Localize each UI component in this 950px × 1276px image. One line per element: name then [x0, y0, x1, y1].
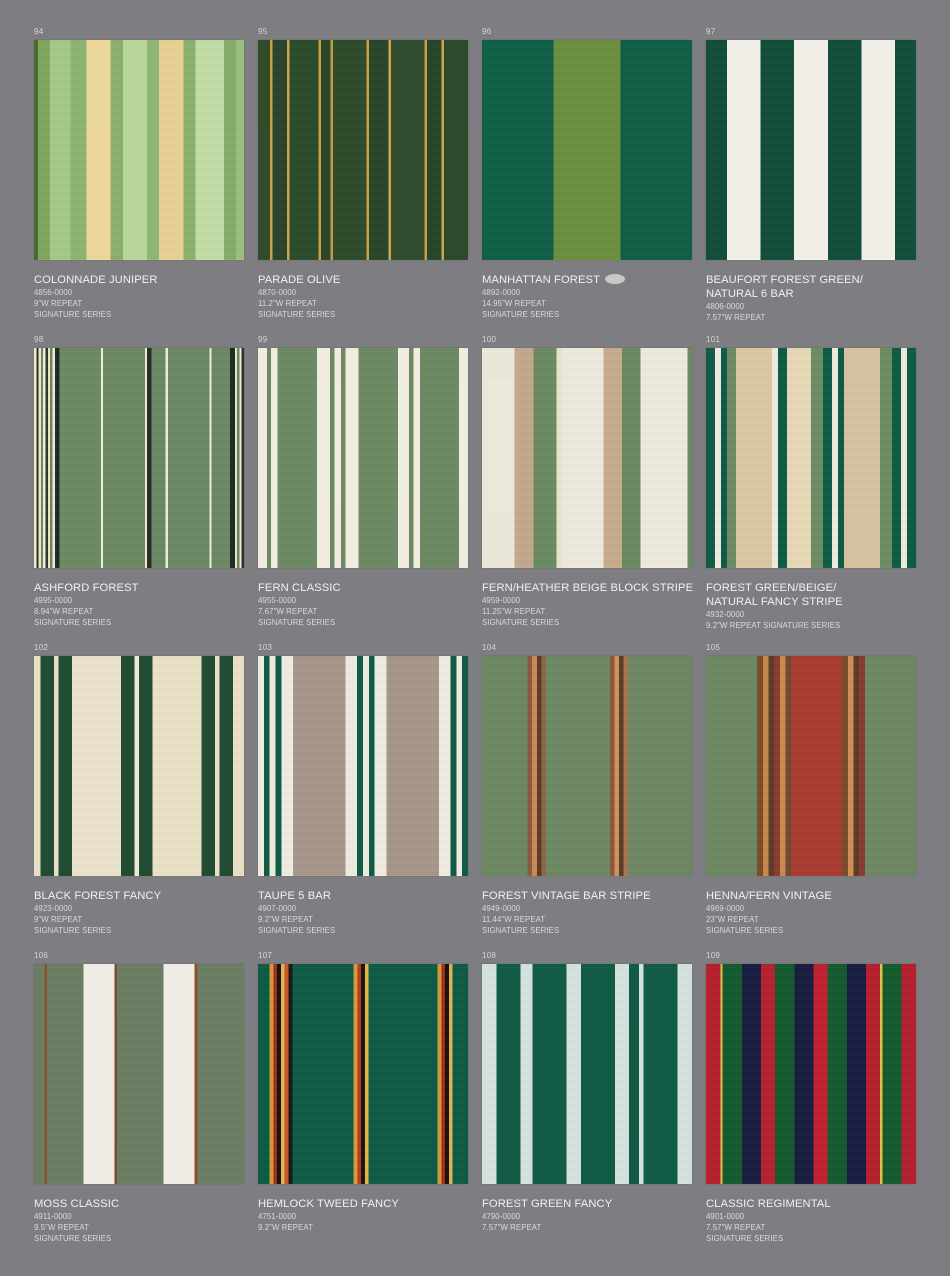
swatch-number: 106	[34, 951, 49, 960]
fabric-code: 4949-0000	[482, 904, 521, 913]
swatch-details	[34, 1197, 246, 1244]
swatch-card[interactable]	[706, 951, 918, 1251]
swatch-details	[34, 581, 246, 628]
fabric-swatch-image[interactable]	[706, 348, 916, 568]
swatch-number: 108	[482, 951, 497, 960]
swatch-details	[482, 581, 694, 628]
fabric-name: MOSS CLASSIC	[34, 1198, 120, 1210]
series-label: SIGNATURE SERIES	[258, 618, 336, 627]
swatch-details	[482, 889, 694, 936]
fabric-name: MANHATTAN FOREST	[482, 274, 601, 286]
fabric-name: PARADE OLIVE	[258, 274, 341, 286]
repeat-size: 9.2"W REPEAT	[258, 915, 313, 924]
swatch-name-row	[706, 581, 918, 609]
fabric-code: 4959-0000	[482, 596, 521, 605]
swatch-card[interactable]	[482, 643, 694, 943]
swatch-details	[258, 1197, 470, 1233]
fabric-swatch-image[interactable]	[482, 40, 692, 260]
repeat-size: 7.57"W REPEAT	[706, 1223, 766, 1232]
fabric-name: FERN/HEATHER BEIGE BLOCK STRIPE	[482, 582, 694, 594]
fabric-code: 4751-0000	[258, 1212, 297, 1221]
fabric-swatch-image[interactable]	[34, 348, 244, 568]
swatch-name-row	[34, 1197, 246, 1211]
fabric-name: FOREST GREEN FANCY	[482, 1198, 613, 1210]
fabric-name: FOREST VINTAGE BAR STRIPE	[482, 890, 651, 902]
swatch-number: 100	[482, 335, 497, 344]
repeat-size: 9.2"W REPEAT	[258, 1223, 313, 1232]
swatch-name-row	[34, 889, 246, 903]
fabric-name: TAUPE 5 BAR	[258, 890, 332, 902]
swatch-number: 107	[258, 951, 273, 960]
repeat-size: 9.2"W REPEAT SIGNATURE SERIES	[706, 621, 841, 630]
swatch-details	[706, 273, 918, 323]
swatch-name-row	[706, 889, 918, 903]
series-label: SIGNATURE SERIES	[34, 1234, 112, 1243]
swatch-details	[258, 273, 470, 320]
repeat-size: 7.67"W REPEAT	[258, 607, 318, 616]
swatch-card[interactable]	[34, 335, 246, 635]
swatch-card[interactable]	[34, 951, 246, 1251]
series-label: SIGNATURE SERIES	[34, 618, 112, 627]
swatch-details	[34, 889, 246, 936]
series-label: SIGNATURE SERIES	[706, 1234, 784, 1243]
swatch-details	[482, 273, 694, 320]
swatch-number: 101	[706, 335, 721, 344]
series-label: SIGNATURE SERIES	[706, 926, 784, 935]
swatch-card[interactable]	[258, 951, 470, 1251]
fabric-swatch-image[interactable]	[258, 964, 468, 1184]
fabric-code: 4932-0000	[706, 610, 745, 619]
series-label: SIGNATURE SERIES	[482, 310, 560, 319]
series-label: SIGNATURE SERIES	[34, 310, 112, 319]
swatch-number: 109	[706, 951, 721, 960]
fabric-code: 4892-0000	[482, 288, 521, 297]
swatch-name-row	[706, 1197, 918, 1211]
fabric-swatch-image[interactable]	[706, 964, 916, 1184]
fabric-swatch-image[interactable]	[34, 964, 244, 1184]
swatch-card[interactable]	[482, 27, 694, 327]
repeat-size: 14.95"W REPEAT	[482, 299, 546, 308]
swatch-details	[706, 1197, 918, 1244]
fabric-code: 4870-0000	[258, 288, 297, 297]
new-seal-icon	[605, 274, 625, 284]
swatch-details	[258, 889, 470, 936]
swatch-number: 96	[482, 27, 492, 36]
repeat-size: 9.5"W REPEAT	[34, 1223, 89, 1232]
fabric-name: ASHFORD FOREST	[34, 582, 139, 594]
fabric-code: 4901-0000	[706, 1212, 745, 1221]
series-label: SIGNATURE SERIES	[258, 310, 336, 319]
repeat-size: 9"W REPEAT	[34, 299, 83, 308]
swatch-number: 98	[34, 335, 44, 344]
fabric-name: BEAUFORT FOREST GREEN/ NATURAL 6 BAR	[706, 274, 863, 300]
swatch-card[interactable]	[706, 643, 918, 943]
fabric-swatch-image[interactable]	[34, 656, 244, 876]
swatch-number: 99	[258, 335, 268, 344]
fabric-name: FERN CLASSIC	[258, 582, 341, 594]
swatch-name-row	[34, 581, 246, 595]
fabric-code: 4911-0000	[34, 1212, 72, 1221]
series-label: SIGNATURE SERIES	[482, 618, 560, 627]
swatch-number: 104	[482, 643, 497, 652]
swatch-card[interactable]	[706, 335, 918, 635]
swatch-card[interactable]	[34, 643, 246, 943]
fabric-name: COLONNADE JUNIPER	[34, 274, 158, 286]
fabric-swatch-image[interactable]	[258, 656, 468, 876]
swatch-number: 95	[258, 27, 268, 36]
swatch-name-row	[482, 581, 694, 595]
swatch-name-row	[482, 889, 694, 903]
swatch-details	[34, 273, 246, 320]
swatch-details	[706, 889, 918, 936]
swatch-details	[482, 1197, 694, 1233]
swatch-card[interactable]	[34, 27, 246, 327]
fabric-swatch-image[interactable]	[706, 40, 916, 260]
repeat-size: 8.94"W REPEAT	[34, 607, 94, 616]
swatch-number: 97	[706, 27, 716, 36]
swatch-card[interactable]	[482, 335, 694, 635]
fabric-swatch-image[interactable]	[482, 348, 692, 568]
swatch-card[interactable]	[258, 643, 470, 943]
fabric-swatch-image[interactable]	[258, 40, 468, 260]
fabric-code: 4923-0000	[34, 904, 73, 913]
swatch-card[interactable]	[482, 951, 694, 1251]
fabric-swatch-image[interactable]	[34, 40, 244, 260]
fabric-code: 4806-0000	[706, 302, 745, 311]
repeat-size: 11.44"W REPEAT	[482, 915, 546, 924]
repeat-size: 11.2"W REPEAT	[258, 299, 317, 308]
swatch-card[interactable]	[258, 335, 470, 635]
swatch-name-row	[258, 273, 470, 287]
fabric-swatch-image[interactable]	[706, 656, 916, 876]
series-label: SIGNATURE SERIES	[34, 926, 112, 935]
swatch-details	[706, 581, 918, 631]
fabric-code: 4969-0000	[706, 904, 745, 913]
swatch-details	[258, 581, 470, 628]
repeat-size: 11.25"W REPEAT	[482, 607, 546, 616]
repeat-size: 7.57"W REPEAT	[706, 313, 766, 322]
fabric-code: 4955-0000	[258, 596, 297, 605]
repeat-size: 9"W REPEAT	[34, 915, 83, 924]
fabric-name: BLACK FOREST FANCY	[34, 890, 162, 902]
fabric-name: CLASSIC REGIMENTAL	[706, 1198, 831, 1210]
swatch-card[interactable]	[706, 27, 918, 327]
repeat-size: 23"W REPEAT	[706, 915, 759, 924]
repeat-size: 7.57"W REPEAT	[482, 1223, 542, 1232]
fabric-name: FOREST GREEN/BEIGE/ NATURAL FANCY STRIPE	[706, 582, 843, 608]
swatch-name-row	[482, 1197, 694, 1211]
fabric-code: 4995-0000	[34, 596, 73, 605]
fabric-code: 4856-0000	[34, 288, 73, 297]
swatch-name-row	[258, 1197, 470, 1211]
series-label: SIGNATURE SERIES	[258, 926, 336, 935]
swatch-name-row	[34, 273, 246, 287]
fabric-name: HENNA/FERN VINTAGE	[706, 890, 832, 902]
fabric-code: 4907-0000	[258, 904, 297, 913]
swatch-number: 105	[706, 643, 721, 652]
swatch-number: 94	[34, 27, 44, 36]
swatch-name-row	[258, 889, 470, 903]
fabric-swatch-image[interactable]	[482, 656, 692, 876]
swatch-number: 103	[258, 643, 273, 652]
swatch-name-row	[706, 273, 918, 301]
fabric-swatch-image[interactable]	[482, 964, 692, 1184]
fabric-code: 4790-0000	[482, 1212, 521, 1221]
fabric-name: HEMLOCK TWEED FANCY	[258, 1198, 399, 1210]
swatch-card[interactable]	[258, 27, 470, 327]
swatch-number: 102	[34, 643, 49, 652]
swatch-name-row	[258, 581, 470, 595]
swatch-name-row	[482, 273, 694, 287]
series-label: SIGNATURE SERIES	[482, 926, 560, 935]
fabric-swatch-image[interactable]	[258, 348, 468, 568]
